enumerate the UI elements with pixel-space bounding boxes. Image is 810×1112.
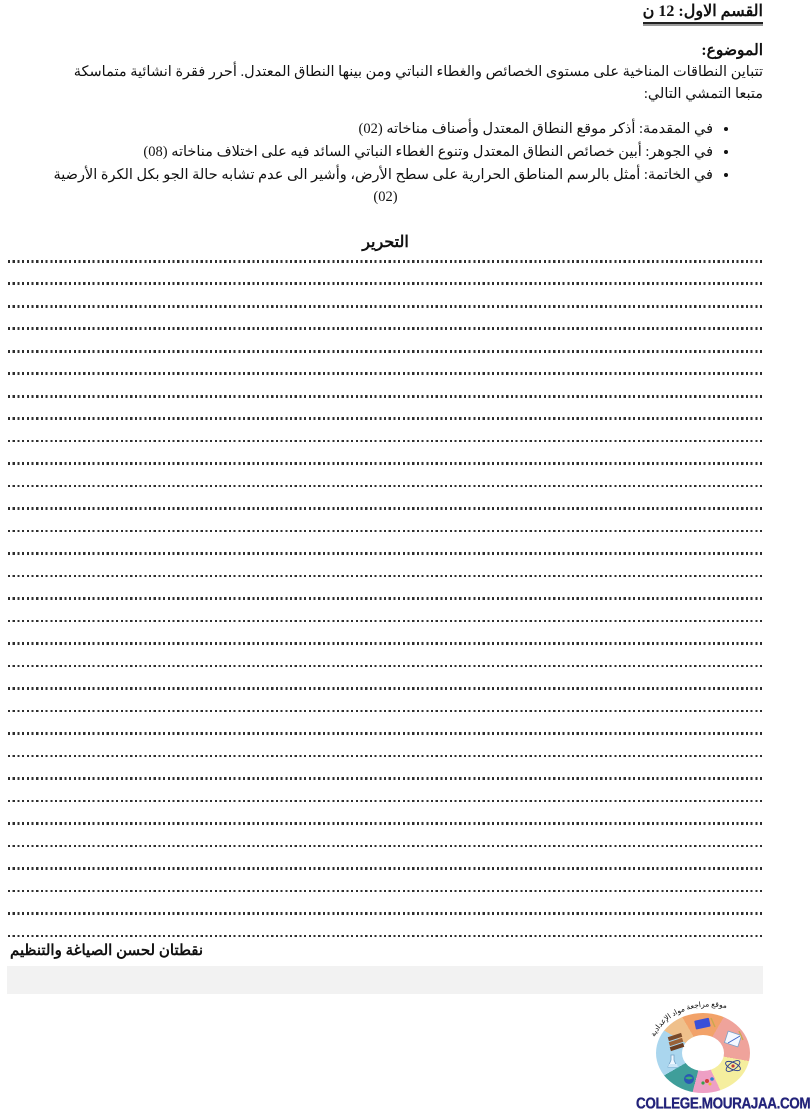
answer-lines [8, 260, 763, 937]
books-stack-icon [668, 1033, 685, 1051]
answer-line [8, 822, 763, 825]
answer-line [8, 305, 763, 308]
footer-gray-band [7, 966, 763, 994]
answer-line [8, 530, 763, 533]
palette-icon [701, 1077, 713, 1085]
logo-ring-icons [656, 1013, 750, 1093]
logo-ring [656, 1013, 750, 1093]
answer-line [8, 867, 763, 870]
answer-line [8, 282, 763, 285]
site-logo [636, 993, 810, 1112]
answer-line [8, 372, 763, 375]
answer-line [8, 260, 763, 263]
answer-line [8, 552, 763, 555]
globe-icon [684, 1074, 694, 1084]
answer-line [8, 417, 763, 420]
answer-line [8, 755, 763, 758]
section-header: القسم الاول: 12 ن [643, 2, 763, 24]
answer-line [8, 395, 763, 398]
answer-line [8, 665, 763, 668]
footer-grading-note: نقطتان لحسن الصياغة والتنظيم [10, 943, 204, 960]
answer-line [8, 575, 763, 578]
answer-line [8, 440, 763, 443]
atom-icon [724, 1059, 741, 1074]
logo-arc-text-content: موقع مراجعة مواد الإعدادية [648, 999, 728, 1039]
conclusion-points: (02) [373, 189, 398, 205]
answer-line [8, 687, 763, 690]
answer-line [8, 620, 763, 623]
answer-line [8, 890, 763, 893]
answer-line [8, 597, 763, 600]
answer-line [8, 912, 763, 915]
intro-line-1: تتباين النطاقات المناخية على مستوى الخصائص والغطاء النباتي ومن بينها النطاق المعتدل. أحرر فقرة انشائية متماسكة [73, 64, 763, 80]
answer-line [8, 710, 763, 713]
answer-line [8, 485, 763, 488]
topic-label: الموضوع: [701, 42, 763, 59]
instruction-introduction: • في المقدمة: أذكر موقع النطاق المعتدل وأصناف مناخاته (02) [8, 118, 713, 141]
answer-line [8, 732, 763, 735]
instructions-list [8, 118, 723, 187]
answer-line [8, 777, 763, 780]
graduation-cap-icon [694, 1018, 715, 1030]
answer-line [8, 642, 763, 645]
intro-line-2: متبعا التمشي التالي: [643, 86, 763, 102]
site-name: COLLEGE.MOURAJAA.COM [636, 1094, 810, 1112]
answer-line [8, 507, 763, 510]
header-row [8, 2, 763, 24]
notebook-pencil-icon [724, 1031, 743, 1047]
instruction-conclusion: • في الخاتمة: أمثل بالرسم المناطق الحرارية على سطح الأرض، وأشير الى عدم تشابه حالة الجو بكل الكرة الأرضية [8, 164, 713, 187]
answer-line [8, 800, 763, 803]
essay-section-title: التحرير [362, 234, 409, 251]
answer-line [8, 935, 763, 938]
answer-line [8, 350, 763, 353]
answer-line [8, 462, 763, 465]
answer-line [8, 327, 763, 330]
flask-icon [668, 1055, 678, 1067]
answer-line [8, 845, 763, 848]
instruction-body: • في الجوهر: أبين خصائص النطاق المعتدل وتنوع الغطاء النباتي السائد فيه على اختلاف مناخاته (08) [8, 141, 713, 164]
